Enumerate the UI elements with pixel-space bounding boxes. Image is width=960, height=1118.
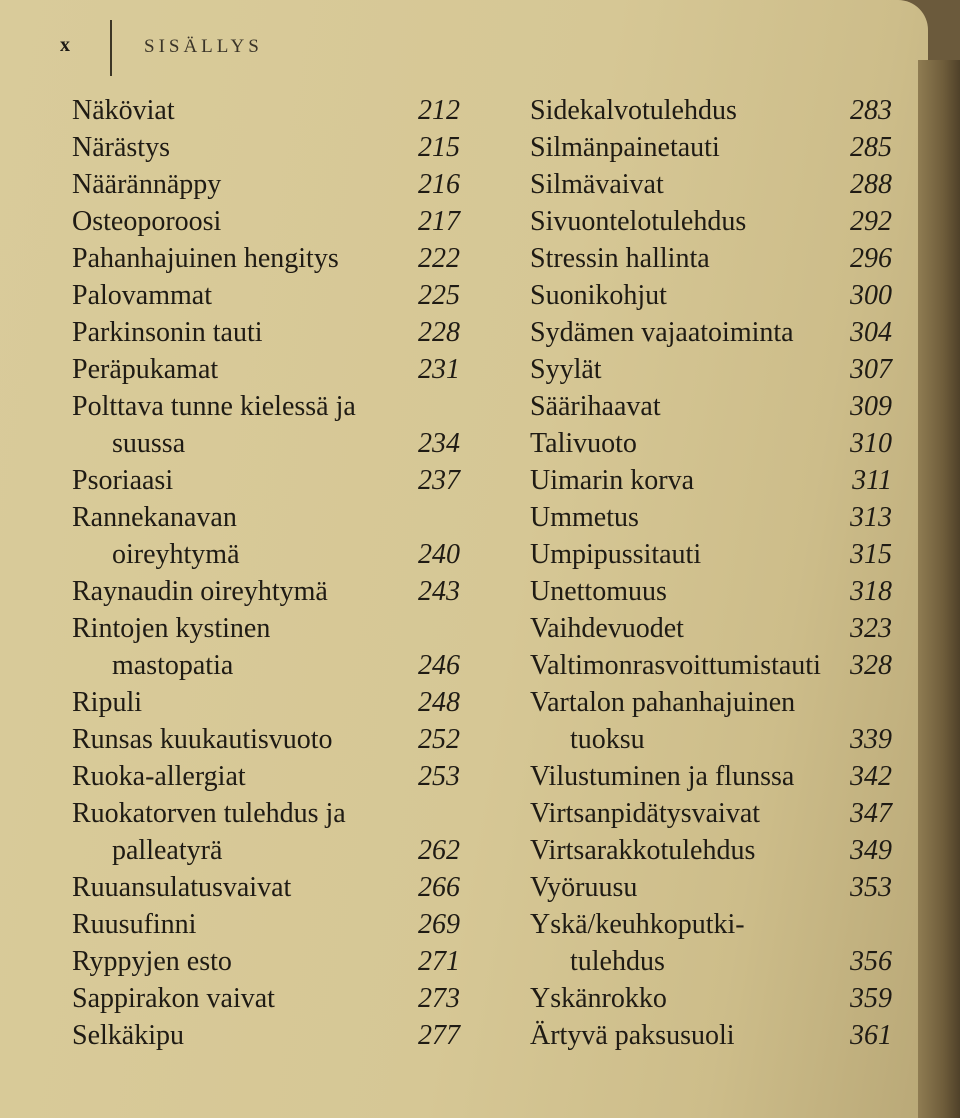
toc-entry-page-number: 304	[850, 317, 892, 348]
toc-entry-title-text: Silmänpainetauti	[530, 132, 720, 163]
toc-entry	[72, 351, 472, 388]
toc-entry	[530, 462, 900, 499]
toc-entry-page-number: 253	[418, 761, 460, 792]
toc-entry-title	[72, 92, 175, 129]
toc-entry-page-number: 271	[418, 946, 460, 977]
toc-entry	[530, 351, 900, 388]
toc-entry-title	[72, 314, 263, 351]
toc-entry	[72, 499, 472, 573]
toc-entry-title-text: Ryppyjen esto	[72, 946, 232, 977]
toc-entry-title-text: Ruusufinni	[72, 909, 197, 940]
toc-entry	[530, 92, 900, 129]
toc-entry-page-number: 283	[850, 95, 892, 126]
toc-entry-page-number: 212	[418, 95, 460, 126]
toc-entry	[72, 462, 472, 499]
toc-entry-page-number: 292	[850, 206, 892, 237]
toc-entry-title	[72, 1017, 184, 1054]
toc-entry-title-text: Yskä/keuhkoputki-	[530, 909, 745, 940]
toc-entry-page-number: 243	[418, 576, 460, 607]
toc-entry-page-number: 225	[418, 280, 460, 311]
toc-entry-title	[530, 647, 821, 684]
toc-entry-title-text: Ruoka-allergiat	[72, 761, 246, 792]
toc-entry-title	[530, 314, 794, 351]
toc-entry	[530, 980, 900, 1017]
toc-entry-page-number: 342	[850, 761, 892, 792]
toc-entry	[530, 906, 900, 980]
toc-entry-title	[530, 684, 795, 758]
toc-entry-page-number: 323	[850, 613, 892, 644]
toc-entry	[530, 610, 900, 647]
toc-entry-title-text: Vyöruusu	[530, 872, 638, 903]
toc-entry-title	[530, 425, 637, 462]
toc-entry-page-number: 339	[850, 724, 892, 755]
toc-entry-title	[530, 240, 710, 277]
toc-entry-title	[530, 462, 694, 499]
toc-entry-page-number: 353	[850, 872, 892, 903]
toc-entry-title	[530, 610, 684, 647]
toc-entry-title-text: Virtsarakkotulehdus	[530, 835, 756, 866]
toc-entry	[72, 388, 472, 462]
toc-entry-title	[530, 906, 745, 980]
toc-entry-title	[530, 980, 667, 1017]
toc-entry-title-text: Vaihdevuodet	[530, 613, 684, 644]
toc-entry-title	[530, 129, 720, 166]
toc-entry-title	[72, 388, 356, 462]
toc-entry-page-number: 349	[850, 835, 892, 866]
toc-entry-title-text: Rannekanavan	[72, 502, 237, 533]
toc-entry-title	[72, 499, 240, 573]
toc-entry-title-continuation: suussa	[112, 428, 186, 459]
toc-entry-title	[72, 277, 212, 314]
toc-entry	[530, 277, 900, 314]
toc-entry-title-continuation: palleatyrä	[112, 835, 223, 866]
toc-entry-title-text: Selkäkipu	[72, 1020, 184, 1051]
toc-entry-title	[530, 388, 661, 425]
toc-right-column	[530, 92, 900, 1054]
toc-entry-title-text: Virtsanpidätysvaivat	[530, 798, 761, 829]
toc-entry-page-number: 240	[418, 539, 460, 570]
toc-entry	[530, 536, 900, 573]
toc-entry-title-text: Syylät	[530, 354, 602, 385]
toc-entry	[72, 758, 472, 795]
toc-entry	[72, 906, 472, 943]
toc-entry	[72, 869, 472, 906]
toc-entry-title	[72, 240, 339, 277]
toc-entry	[72, 573, 472, 610]
toc-entry-title	[72, 906, 196, 943]
toc-entry-page-number: 252	[418, 724, 460, 755]
toc-entry-title-text: Sappirakon vaivat	[72, 983, 275, 1014]
toc-entry-title-text: Närästys	[72, 132, 170, 163]
toc-entry-title-text: Ärtyvä paksusuoli	[530, 1020, 735, 1051]
toc-entry-title	[530, 1017, 735, 1054]
toc-entry-title-text: Näärännäppy	[72, 169, 222, 200]
toc-entry	[72, 240, 472, 277]
toc-entry-page-number: 246	[418, 650, 460, 681]
toc-entry-title	[72, 610, 270, 684]
toc-entry-title-text: Rintojen kystinen	[72, 613, 271, 644]
toc-entry-title	[530, 795, 760, 832]
toc-entry-page-number: 361	[850, 1020, 892, 1051]
toc-entry-page-number: 277	[418, 1020, 460, 1051]
toc-entry-title	[530, 277, 667, 314]
toc-entry	[72, 1017, 472, 1054]
toc-entry-page-number: 288	[850, 169, 892, 200]
toc-entry-title-text: Psoriaasi	[72, 465, 174, 496]
toc-entry-page-number: 222	[418, 243, 460, 274]
toc-entry	[530, 647, 900, 684]
toc-entry	[530, 684, 900, 758]
toc-entry	[72, 943, 472, 980]
toc-entry-title	[72, 943, 232, 980]
toc-entry-title-continuation: tuoksu	[570, 724, 645, 755]
toc-entry-title-text: Vilustuminen ja flunssa	[530, 761, 795, 792]
toc-left-column	[72, 92, 472, 1054]
toc-entry-title	[72, 721, 333, 758]
toc-entry-title-text: Suonikohjut	[530, 280, 667, 311]
toc-entry-title-text: Ripuli	[72, 687, 143, 718]
toc-entry	[530, 166, 900, 203]
toc-entry	[72, 684, 472, 721]
toc-entry-page-number: 231	[418, 354, 460, 385]
toc-entry-page-number: 285	[850, 132, 892, 163]
toc-entry-page-number: 273	[418, 983, 460, 1014]
toc-entry-title-text: Säärihaavat	[530, 391, 661, 422]
toc-entry-title-text: Umpipussitauti	[530, 539, 702, 570]
page-folio: x	[60, 34, 70, 56]
toc-entry-title-text: Vartalon pahanhajuinen	[530, 687, 796, 718]
toc-entry-title-text: Polttava tunne kielessä ja	[72, 391, 356, 422]
toc-entry-page-number: 315	[850, 539, 892, 570]
toc-entry	[72, 314, 472, 351]
toc-entry-title	[72, 684, 142, 721]
toc-entry-title-text: Raynaudin oireyhtymä	[72, 576, 328, 607]
toc-entry-page-number: 359	[850, 983, 892, 1014]
toc-entry	[72, 610, 472, 684]
toc-entry-title-text: Osteoporoosi	[72, 206, 222, 237]
toc-entry-title	[530, 832, 755, 869]
toc-entry-title-text: Pahanhajuinen hengitys	[72, 243, 339, 274]
toc-entry-page-number: 347	[850, 798, 892, 829]
toc-entry-title-text: Näköviat	[72, 95, 175, 126]
toc-entry-title	[72, 573, 328, 610]
toc-entry	[530, 314, 900, 351]
toc-entry-title	[72, 462, 173, 499]
toc-entry-title-text: Sidekalvotulehdus	[530, 95, 737, 126]
toc-entry-title-text: Runsas kuukautisvuoto	[72, 724, 333, 755]
toc-entry-title	[530, 203, 746, 240]
toc-entry	[530, 869, 900, 906]
toc-entry-title	[72, 129, 170, 166]
toc-entry-page-number: 307	[850, 354, 892, 385]
toc-entry-title-continuation: mastopatia	[112, 650, 234, 681]
toc-entry-title-text: Unettomuus	[530, 576, 667, 607]
toc-entry-title	[530, 351, 602, 388]
toc-entry-title	[72, 351, 218, 388]
running-head: SISÄLLYS	[144, 36, 263, 57]
toc-entry-page-number: 328	[850, 650, 892, 681]
toc-entry-page-number: 313	[850, 502, 892, 533]
toc-entry-title	[72, 203, 221, 240]
toc-entry-page-number: 216	[418, 169, 460, 200]
toc-entry-page-number: 266	[418, 872, 460, 903]
toc-entry-title-text: Sydämen vajaatoiminta	[530, 317, 794, 348]
toc-entry-title	[530, 166, 664, 203]
adjacent-page-edge	[918, 60, 960, 1118]
toc-entry	[72, 129, 472, 166]
toc-entry-title	[530, 573, 667, 610]
toc-entry	[72, 721, 472, 758]
toc-entry-title	[530, 92, 737, 129]
toc-entry-title-text: Talivuoto	[530, 428, 637, 459]
toc-entry	[530, 129, 900, 166]
toc-entry-title	[72, 166, 221, 203]
toc-entry-page-number: 237	[418, 465, 460, 496]
toc-entry	[530, 795, 900, 832]
toc-entry-title-text: Yskänrokko	[530, 983, 667, 1014]
toc-entry-title-text: Valtimonrasvoittumistauti	[530, 650, 821, 681]
toc-entry-title-text: Ruokatorven tulehdus ja	[72, 798, 346, 829]
toc-entry-title-text: Uimarin korva	[530, 465, 695, 496]
toc-entry-page-number: 262	[418, 835, 460, 866]
toc-entry-title	[72, 869, 291, 906]
toc-entry-title-text: Parkinsonin tauti	[72, 317, 263, 348]
toc-entry-title-text: Sivuontelotulehdus	[530, 206, 747, 237]
toc-entry-page-number: 234	[418, 428, 460, 459]
toc-entry	[530, 758, 900, 795]
toc-entry	[72, 203, 472, 240]
toc-entry-title-text: Ummetus	[530, 502, 639, 533]
toc-entry	[530, 832, 900, 869]
toc-entry-title	[530, 758, 794, 795]
toc-entry-title	[72, 758, 246, 795]
toc-entry-page-number: 217	[418, 206, 460, 237]
header-divider	[110, 20, 112, 76]
toc-entry	[530, 203, 900, 240]
toc-entry-title	[530, 869, 637, 906]
toc-entry-page-number: 248	[418, 687, 460, 718]
toc-entry-title-continuation: oireyhtymä	[112, 539, 240, 570]
toc-entry	[72, 92, 472, 129]
toc-entry	[72, 166, 472, 203]
toc-entry-title	[530, 536, 701, 573]
toc-entry-title	[530, 499, 639, 536]
toc-entry	[530, 499, 900, 536]
toc-entry-title	[72, 795, 346, 869]
toc-entry-title-text: Silmävaivat	[530, 169, 664, 200]
toc-entry-title-text: Peräpukamat	[72, 354, 219, 385]
toc-entry-page-number: 311	[852, 465, 892, 496]
toc-entry	[530, 1017, 900, 1054]
toc-entry-title	[72, 980, 275, 1017]
toc-entry	[530, 240, 900, 277]
toc-entry-page-number: 356	[850, 946, 892, 977]
toc-entry-title-text: Palovammat	[72, 280, 212, 311]
toc-entry-page-number: 215	[418, 132, 460, 163]
toc-entry-page-number: 318	[850, 576, 892, 607]
toc-entry-page-number: 228	[418, 317, 460, 348]
toc-entry	[72, 980, 472, 1017]
toc-entry-page-number: 300	[850, 280, 892, 311]
toc-entry	[530, 425, 900, 462]
toc-entry-title-text: Ruuansulatusvaivat	[72, 872, 292, 903]
toc-entry-title-continuation: tulehdus	[570, 946, 665, 977]
toc-entry-page-number: 309	[850, 391, 892, 422]
toc-entry	[530, 388, 900, 425]
toc-entry-page-number: 310	[850, 428, 892, 459]
toc-entry	[72, 795, 472, 869]
toc-entry	[530, 573, 900, 610]
toc-entry-page-number: 296	[850, 243, 892, 274]
toc-entry-title-text: Stressin hallinta	[530, 243, 710, 274]
toc-entry-page-number: 269	[418, 909, 460, 940]
toc-entry	[72, 277, 472, 314]
